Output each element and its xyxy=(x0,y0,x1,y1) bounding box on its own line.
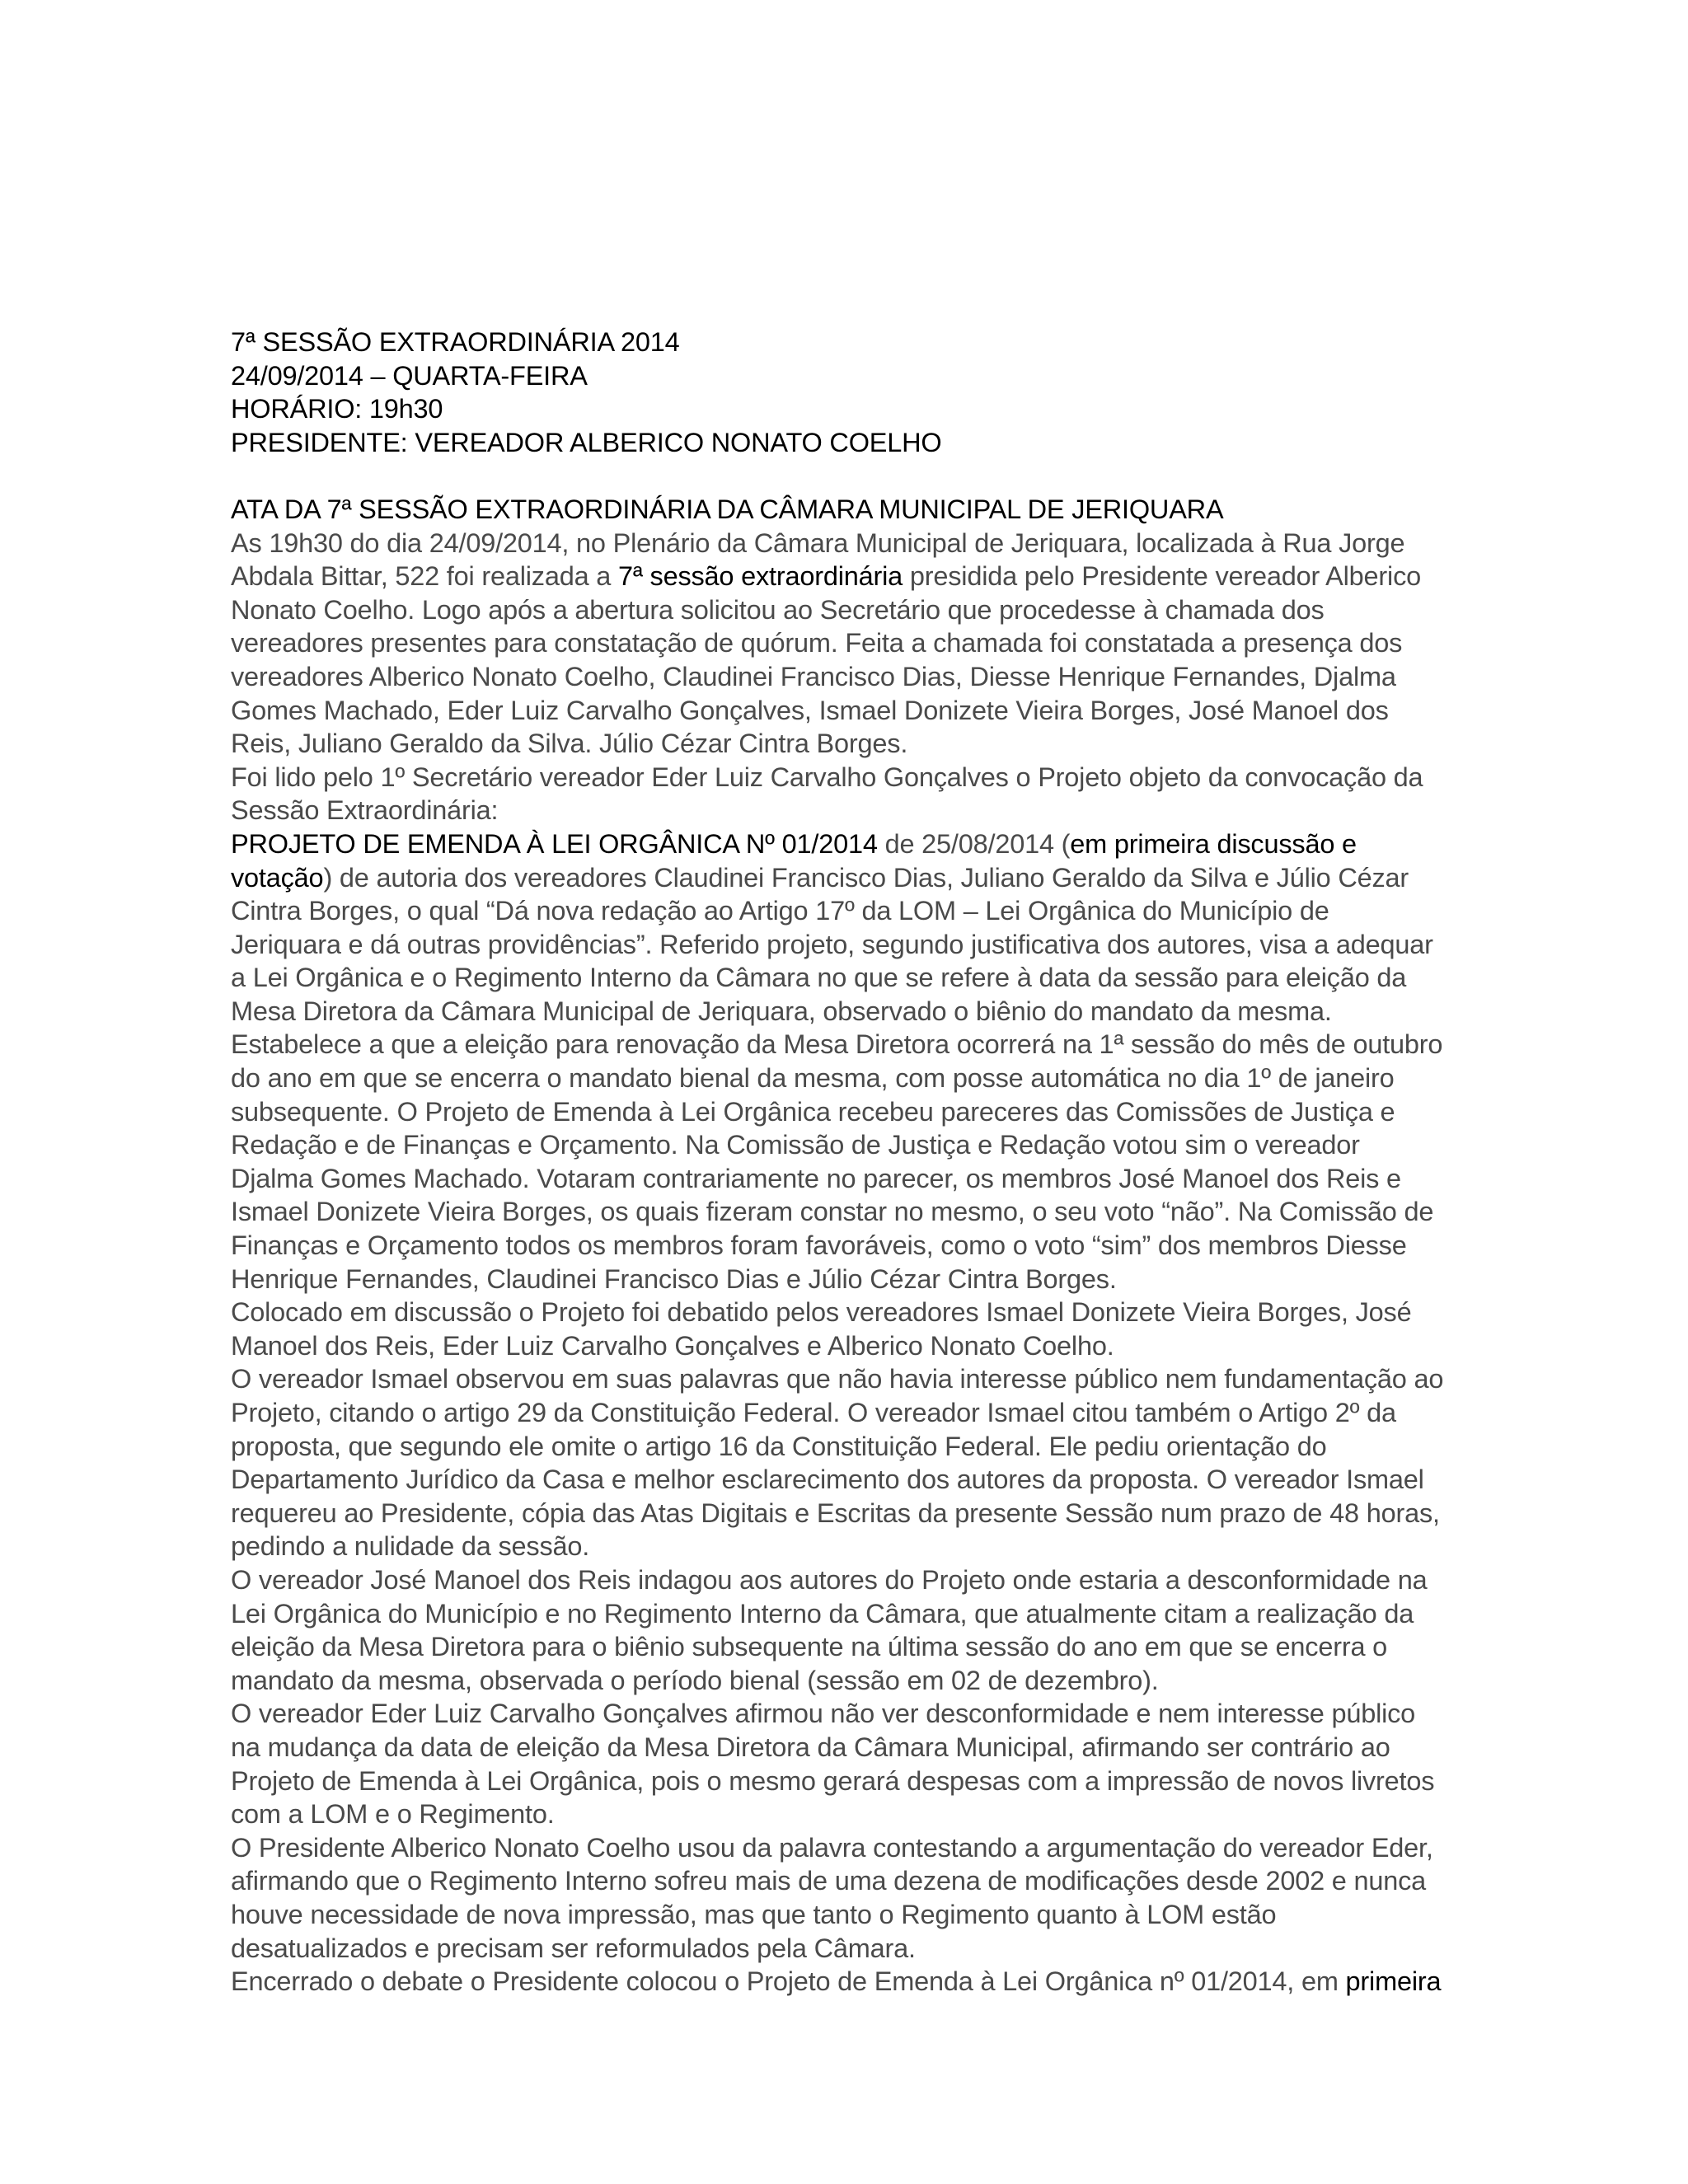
session-president: PRESIDENTE: VEREADOR ALBERICO NONATO COELHO xyxy=(231,427,942,457)
emphasis-text: primeira xyxy=(1345,1966,1442,1997)
paragraph-discussion: Colocado em discussão o Projeto foi debatido pelos vereadores Ismael Donizete Vieira Borges, José Manoel dos Reis, Eder Luiz Carvalho Gonçalves e Alberico Nonato Coelho. xyxy=(231,1297,1412,1361)
emphasis-text: 7ª sessão extraordinária xyxy=(617,561,903,592)
paragraph-opening xyxy=(231,527,1447,761)
session-date: 24/09/2014 – QUARTA-FEIRA xyxy=(231,360,588,391)
paragraph-ismael: O vereador Ismael observou em suas palavras que não havia interesse público nem fundamentação ao Projeto, citando o artigo 29 da Constituição Federal. O vereador Ismael citou também o Artigo 2º da proposta, que segundo ele omite o artigo 16 da Constituição Federal. Ele pediu orientação do Departamento Jurídico da Casa e melhor esclarecimento dos autores da proposta. O vereador Ismael requereu ao Presidente, cópia das Atas Digitais e Escritas da presente Sessão num prazo de 48 horas, pedindo a nulidade da sessão. xyxy=(231,1364,1444,1562)
paragraph-president: O Presidente Alberico Nonato Coelho usou da palavra contestando a argumentação do vereador Eder, afirmando que o Regimento Interno sofreu mais de uma dezena de modificações desde 2002 e nunca houve necessidade de nova impressão, mas que tanto o Regimento quanto à LOM estão desatualizados e precisam ser reformulados pela Câmara. xyxy=(231,1832,1433,1963)
emphasis-text: em primeira discussão e votação xyxy=(231,828,1357,893)
paragraph-text: presidida pelo Presidente vereador Alberico Nonato Coelho. Logo após a abertura solicitou ao Secretário que procedesse à chamada dos vereadores presentes para constatação de quórum. Feita a chamada foi constatada a presença dos vereadores Alberico Nonato Coelho, Claudinei Francisco Dias, Diesse Henrique Fernandes, Djalma Gomes Machado, Eder Luiz Carvalho Gonçalves, Ismael Donizete Vieira Borges, José Manoel dos Reis, Juliano Geraldo da Silva. Júlio Cézar Cintra Borges. xyxy=(231,561,1421,759)
session-heading: 7ª SESSÃO EXTRAORDINÁRIA 2014 xyxy=(231,327,680,357)
session-time: HORÁRIO: 19h30 xyxy=(231,394,443,424)
paragraph-text: ) de autoria dos vereadores Claudinei Francisco Dias, Juliano Geraldo da Silva e Júlio Cézar Cintra Borges, o qual “Dá nova redação ao Artigo 17º da LOM – Lei Orgânica do Município de Jeriquara e dá outras providências”. Referido projeto, segundo justificativa dos autores, visa a adequar a Lei Orgânica e o Regimento Interno da Câmara no que se refere à data da sessão para eleição da Mesa Diretora da Câmara Municipal de Jeriquara, observado o biênio do mandato da mesma. Estabelece a que a eleição para renovação da Mesa Diretora ocorrerá na 1ª sessão do mês de outubro do ano em que se encerra o mandato bienal da mesma, com posse automática no dia 1º de janeiro subsequente. O Projeto de Emenda à Lei Orgânica recebeu pareceres das Comissões de Justiça e Redação e de Finanças e Orçamento. Na Comissão de Justiça e Redação votou sim o vereador Djalma Gomes Machado. Votaram contrariamente no parecer, os membros José Manoel dos Reis e Ismael Donizete Vieira Borges, os quais fizeram constar no mesmo, o seu voto “não”. Na Comissão de Finanças e Orçamento todos os membros foram favoráveis, como o voto “sim” dos membros Diesse Henrique Fernandes, Claudinei Francisco Dias e Júlio Cézar Cintra Borges. xyxy=(231,862,1443,1294)
document-page xyxy=(231,326,1447,1999)
project-title: PROJETO DE EMENDA À LEI ORGÂNICA Nº 01/2014 xyxy=(231,828,878,859)
paragraph-eder: O vereador Eder Luiz Carvalho Gonçalves afirmou não ver desconformidade e nem interesse público na mudança da data de eleição da Mesa Diretora da Câmara Municipal, afirmando ser contrário ao Projeto de Emenda à Lei Orgânica, pois o mesmo gerará despesas com a impressão de novos livretos com a LOM e o Regimento. xyxy=(231,1699,1435,1830)
paragraph-text: de 25/08/2014 ( xyxy=(877,828,1071,859)
paragraph-closing xyxy=(231,1965,1447,1999)
spacer xyxy=(231,459,1447,493)
paragraph-text: Encerrado o debate o Presidente colocou o Projeto de Emenda à Lei Orgânica nº 01/2014, em xyxy=(231,1966,1346,1997)
paragraph-reading: Foi lido pelo 1º Secretário vereador Eder Luiz Carvalho Gonçalves o Projeto objeto da convocação da Sessão Extraordinária: xyxy=(231,762,1423,826)
document-title: ATA DA 7ª SESSÃO EXTRAORDINÁRIA DA CÂMARA MUNICIPAL DE JERIQUARA xyxy=(231,494,1224,524)
paragraph-text: As 19h30 do dia 24/09/2014, no Plenário da Câmara Municipal de Jeriquara, localizada à Rua Jorge Abdala Bittar, 522 foi realizada a xyxy=(231,527,1405,592)
paragraph-project xyxy=(231,827,1447,1296)
paragraph-jose-manoel: O vereador José Manoel dos Reis indagou aos autores do Projeto onde estaria a desconformidade na Lei Orgânica do Município e no Regimento Interno da Câmara, que atualmente citam a realização da eleição da Mesa Diretora para o biênio subsequente na última sessão do ano em que se encerra o mandato da mesma, observada o período bienal (sessão em 02 de dezembro). xyxy=(231,1564,1428,1695)
